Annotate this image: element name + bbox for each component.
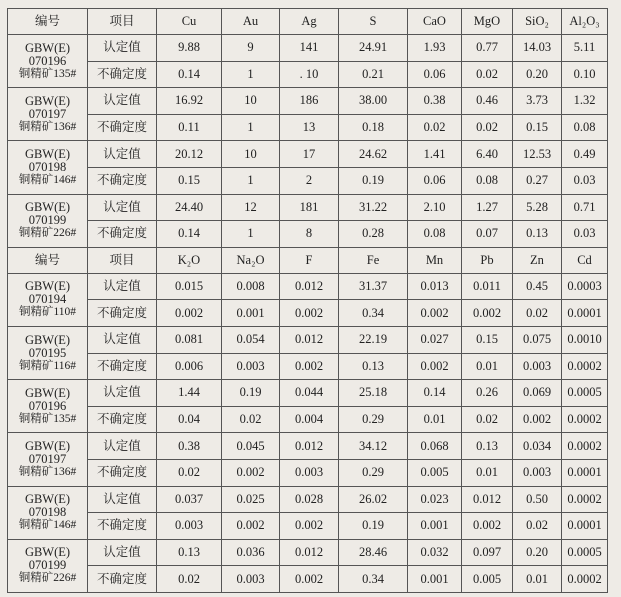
value-cell: 25.18 [339,380,408,407]
value-cell: 0.29 [339,459,408,486]
value-cell: 1.44 [157,380,222,407]
column-header: Al₂O₃ [562,9,608,35]
value-cell: 0.006 [157,353,222,380]
value-cell: 0.002 [462,513,513,540]
value-cell: 0.38 [408,88,462,115]
value-cell: 22.19 [339,326,408,353]
value-cell: 5.11 [562,35,608,62]
value-cell: 0.0001 [562,459,608,486]
value-cell: 0.13 [462,433,513,460]
value-cell: 9 [222,35,280,62]
row-label: 认定值 [88,433,157,460]
column-header: CaO [408,9,462,35]
column-header: Ag [280,9,339,35]
sample-number: 070198 [28,505,67,520]
value-cell: 0.49 [562,141,608,168]
value-cell: 0.06 [408,167,462,194]
value-cell: 0.003 [513,353,562,380]
value-cell: 0.002 [408,300,462,327]
value-cell: 0.003 [222,353,280,380]
value-cell: 1 [222,167,280,194]
row-label: 不确定度 [88,513,157,540]
reference-materials-table [7,8,608,593]
sample-number: 070198 [28,159,67,174]
value-cell: 3.73 [513,88,562,115]
value-cell: 0.0001 [562,300,608,327]
row-label: 认定值 [88,141,157,168]
value-cell: 1 [222,221,280,248]
value-cell: 0.002 [157,300,222,327]
value-cell: 0.068 [408,433,462,460]
value-cell: 0.02 [157,459,222,486]
value-cell: 0.081 [157,326,222,353]
value-cell: 0.0010 [562,326,608,353]
column-header: Fe [339,247,408,273]
value-cell: 0.001 [222,300,280,327]
value-cell: 0.005 [408,459,462,486]
value-cell: 0.012 [280,433,339,460]
value-cell: . 10 [280,61,339,88]
value-cell: 0.045 [222,433,280,460]
row-label: 不确定度 [88,566,157,593]
value-cell: 0.01 [408,406,462,433]
value-cell: 0.028 [280,486,339,513]
value-cell: 0.13 [339,353,408,380]
row-label: 认定值 [88,380,157,407]
column-header: 编号 [8,9,88,35]
value-cell: 0.012 [280,539,339,566]
value-cell: 181 [280,194,339,221]
certified-row [8,141,608,168]
value-cell: 0.34 [339,300,408,327]
value-cell: 0.02 [462,114,513,141]
row-label: 认定值 [88,88,157,115]
sample-number: 070199 [28,213,67,228]
value-cell: 0.15 [462,326,513,353]
sample-code-cell [8,35,88,88]
certified-row [8,88,608,115]
value-cell: 0.27 [513,167,562,194]
value-cell: 0.08 [462,167,513,194]
sample-mine: 铜精矿110# [18,306,77,319]
value-cell: 38.00 [339,88,408,115]
value-cell: 9.88 [157,35,222,62]
uncertainty-row [8,406,608,433]
column-header: Na₂O [222,247,280,273]
sample-code: GBW(E) [24,438,71,453]
column-header: Cu [157,9,222,35]
value-cell: 0.14 [157,61,222,88]
sample-code: GBW(E) [24,146,71,161]
value-cell: 0.01 [513,566,562,593]
value-cell: 0.001 [408,513,462,540]
row-label: 不确定度 [88,459,157,486]
value-cell: 24.62 [339,141,408,168]
value-cell: 1 [222,114,280,141]
value-cell: 0.19 [222,380,280,407]
sample-code: GBW(E) [24,40,71,55]
value-cell: 0.77 [462,35,513,62]
value-cell: 0.002 [280,353,339,380]
value-cell: 12 [222,194,280,221]
row-label: 认定值 [88,273,157,300]
row-label: 不确定度 [88,167,157,194]
value-cell: 20.12 [157,141,222,168]
value-cell: 28.46 [339,539,408,566]
value-cell: 24.40 [157,194,222,221]
sample-number: 070197 [28,106,67,121]
value-cell: 0.15 [157,167,222,194]
value-cell: 34.12 [339,433,408,460]
value-cell: 0.012 [280,273,339,300]
value-cell: 0.01 [462,459,513,486]
value-cell: 0.19 [339,513,408,540]
value-cell: 0.18 [339,114,408,141]
value-cell: 0.015 [157,273,222,300]
uncertainty-row [8,513,608,540]
value-cell: 186 [280,88,339,115]
value-cell: 0.02 [222,406,280,433]
value-cell: 0.003 [280,459,339,486]
value-cell: 0.03 [562,167,608,194]
value-cell: 0.50 [513,486,562,513]
value-cell: 0.012 [462,486,513,513]
value-cell: 0.34 [339,566,408,593]
value-cell: 5.28 [513,194,562,221]
value-cell: 0.04 [157,406,222,433]
value-cell: 0.15 [513,114,562,141]
value-cell: 0.29 [339,406,408,433]
column-header: SiO₂ [513,9,562,35]
uncertainty-row [8,114,608,141]
value-cell: 0.21 [339,61,408,88]
value-cell: 1 [222,61,280,88]
value-cell: 0.044 [280,380,339,407]
header-row [8,9,608,35]
certified-row [8,486,608,513]
column-header: Au [222,9,280,35]
value-cell: 0.054 [222,326,280,353]
value-cell: 0.0005 [562,380,608,407]
value-cell: 0.0002 [562,353,608,380]
value-cell: 8 [280,221,339,248]
column-header: S [339,9,408,35]
row-label: 认定值 [88,326,157,353]
sample-mine: 铜精矿226# [18,572,77,585]
value-cell: 0.08 [408,221,462,248]
sample-number: 070199 [28,558,67,573]
value-cell: 0.71 [562,194,608,221]
value-cell: 0.14 [408,380,462,407]
value-cell: 13 [280,114,339,141]
uncertainty-row [8,566,608,593]
sample-code-cell [8,539,88,592]
uncertainty-row [8,459,608,486]
uncertainty-row [8,221,608,248]
value-cell: 0.0005 [562,539,608,566]
column-header: 项目 [88,247,157,273]
row-label: 认定值 [88,539,157,566]
value-cell: 14.03 [513,35,562,62]
value-cell: 12.53 [513,141,562,168]
header-row [8,247,608,273]
sample-code-cell [8,273,88,326]
value-cell: 0.02 [513,513,562,540]
sample-code-cell [8,486,88,539]
uncertainty-row [8,61,608,88]
value-cell: 0.20 [513,539,562,566]
value-cell: 0.002 [462,300,513,327]
value-cell: 0.20 [513,61,562,88]
column-header: Pb [462,247,513,273]
sample-mine: 铜精矿135# [18,412,77,425]
value-cell: 0.19 [339,167,408,194]
sample-code-cell [8,88,88,141]
sample-number: 070196 [28,398,67,413]
value-cell: 0.003 [157,513,222,540]
value-cell: 0.036 [222,539,280,566]
value-cell: 0.02 [408,114,462,141]
column-header: 编号 [8,247,88,273]
value-cell: 17 [280,141,339,168]
value-cell: 0.013 [408,273,462,300]
value-cell: 1.93 [408,35,462,62]
value-cell: 0.002 [513,406,562,433]
certified-row [8,194,608,221]
sample-code: GBW(E) [24,200,71,215]
value-cell: 0.07 [462,221,513,248]
value-cell: 0.38 [157,433,222,460]
value-cell: 0.002 [280,566,339,593]
certified-row [8,539,608,566]
value-cell: 0.0002 [562,406,608,433]
value-cell: 0.02 [157,566,222,593]
uncertainty-row [8,167,608,194]
value-cell: 24.91 [339,35,408,62]
value-cell: 0.002 [280,513,339,540]
value-cell: 0.003 [222,566,280,593]
sample-mine: 铜精矿146# [18,173,77,186]
value-cell: 0.005 [462,566,513,593]
value-cell: 10 [222,88,280,115]
row-label: 不确定度 [88,353,157,380]
value-cell: 0.032 [408,539,462,566]
row-label: 认定值 [88,486,157,513]
sample-mine: 铜精矿146# [18,519,77,532]
value-cell: 0.069 [513,380,562,407]
value-cell: 0.002 [222,459,280,486]
value-cell: 0.06 [408,61,462,88]
value-cell: 0.001 [408,566,462,593]
sample-code-cell [8,141,88,194]
value-cell: 0.13 [513,221,562,248]
value-cell: 141 [280,35,339,62]
value-cell: 0.002 [408,353,462,380]
column-header: F [280,247,339,273]
sample-mine: 铜精矿136# [18,465,77,478]
sample-mine: 铜精矿135# [18,67,77,80]
value-cell: 0.027 [408,326,462,353]
sample-code: GBW(E) [24,545,71,560]
value-cell: 31.37 [339,273,408,300]
row-label: 不确定度 [88,406,157,433]
value-cell: 26.02 [339,486,408,513]
value-cell: 0.037 [157,486,222,513]
value-cell: 0.004 [280,406,339,433]
value-cell: 0.012 [280,326,339,353]
sample-code-cell [8,326,88,379]
value-cell: 0.075 [513,326,562,353]
sample-number: 070197 [28,451,67,466]
sample-mine: 铜精矿136# [18,120,77,133]
sample-code: GBW(E) [24,385,71,400]
sample-code: GBW(E) [24,332,71,347]
row-label: 不确定度 [88,221,157,248]
value-cell: 0.0003 [562,273,608,300]
sample-code-cell [8,194,88,247]
uncertainty-row [8,353,608,380]
value-cell: 0.08 [562,114,608,141]
column-header: Mn [408,247,462,273]
value-cell: 0.14 [157,221,222,248]
value-cell: 0.45 [513,273,562,300]
value-cell: 0.28 [339,221,408,248]
value-cell: 0.02 [462,406,513,433]
row-label: 不确定度 [88,114,157,141]
value-cell: 0.02 [513,300,562,327]
value-cell: 0.0002 [562,486,608,513]
value-cell: 0.03 [562,221,608,248]
value-cell: 0.02 [462,61,513,88]
column-header: K₂O [157,247,222,273]
column-header: Zn [513,247,562,273]
value-cell: 0.11 [157,114,222,141]
sample-mine: 铜精矿116# [18,359,77,372]
value-cell: 0.011 [462,273,513,300]
value-cell: 0.13 [157,539,222,566]
sample-code-cell [8,433,88,486]
value-cell: 0.034 [513,433,562,460]
value-cell: 0.002 [222,513,280,540]
certified-row [8,380,608,407]
value-cell: 2.10 [408,194,462,221]
value-cell: 0.023 [408,486,462,513]
value-cell: 2 [280,167,339,194]
value-cell: 1.27 [462,194,513,221]
value-cell: 0.002 [280,300,339,327]
sample-number: 070194 [28,292,67,307]
value-cell: 0.01 [462,353,513,380]
certified-row [8,326,608,353]
sample-code: GBW(E) [24,93,71,108]
value-cell: 0.008 [222,273,280,300]
certified-row [8,35,608,62]
value-cell: 0.0002 [562,566,608,593]
sample-code-cell [8,380,88,433]
sample-number: 070196 [28,53,67,68]
value-cell: 0.025 [222,486,280,513]
value-cell: 16.92 [157,88,222,115]
sample-mine: 铜精矿226# [18,227,77,240]
sample-number: 070195 [28,345,67,360]
value-cell: 0.097 [462,539,513,566]
uncertainty-row [8,300,608,327]
sample-code: GBW(E) [24,492,71,507]
value-cell: 31.22 [339,194,408,221]
certified-row [8,433,608,460]
column-header: Cd [562,247,608,273]
column-header: MgO [462,9,513,35]
column-header: 项目 [88,9,157,35]
certified-row [8,273,608,300]
row-label: 认定值 [88,194,157,221]
value-cell: 10 [222,141,280,168]
value-cell: 6.40 [462,141,513,168]
value-cell: 0.0002 [562,433,608,460]
value-cell: 0.46 [462,88,513,115]
sample-code: GBW(E) [24,279,71,294]
value-cell: 1.32 [562,88,608,115]
row-label: 不确定度 [88,300,157,327]
value-cell: 1.41 [408,141,462,168]
row-label: 认定值 [88,35,157,62]
value-cell: 0.10 [562,61,608,88]
value-cell: 0.003 [513,459,562,486]
value-cell: 0.0001 [562,513,608,540]
row-label: 不确定度 [88,61,157,88]
value-cell: 0.26 [462,380,513,407]
